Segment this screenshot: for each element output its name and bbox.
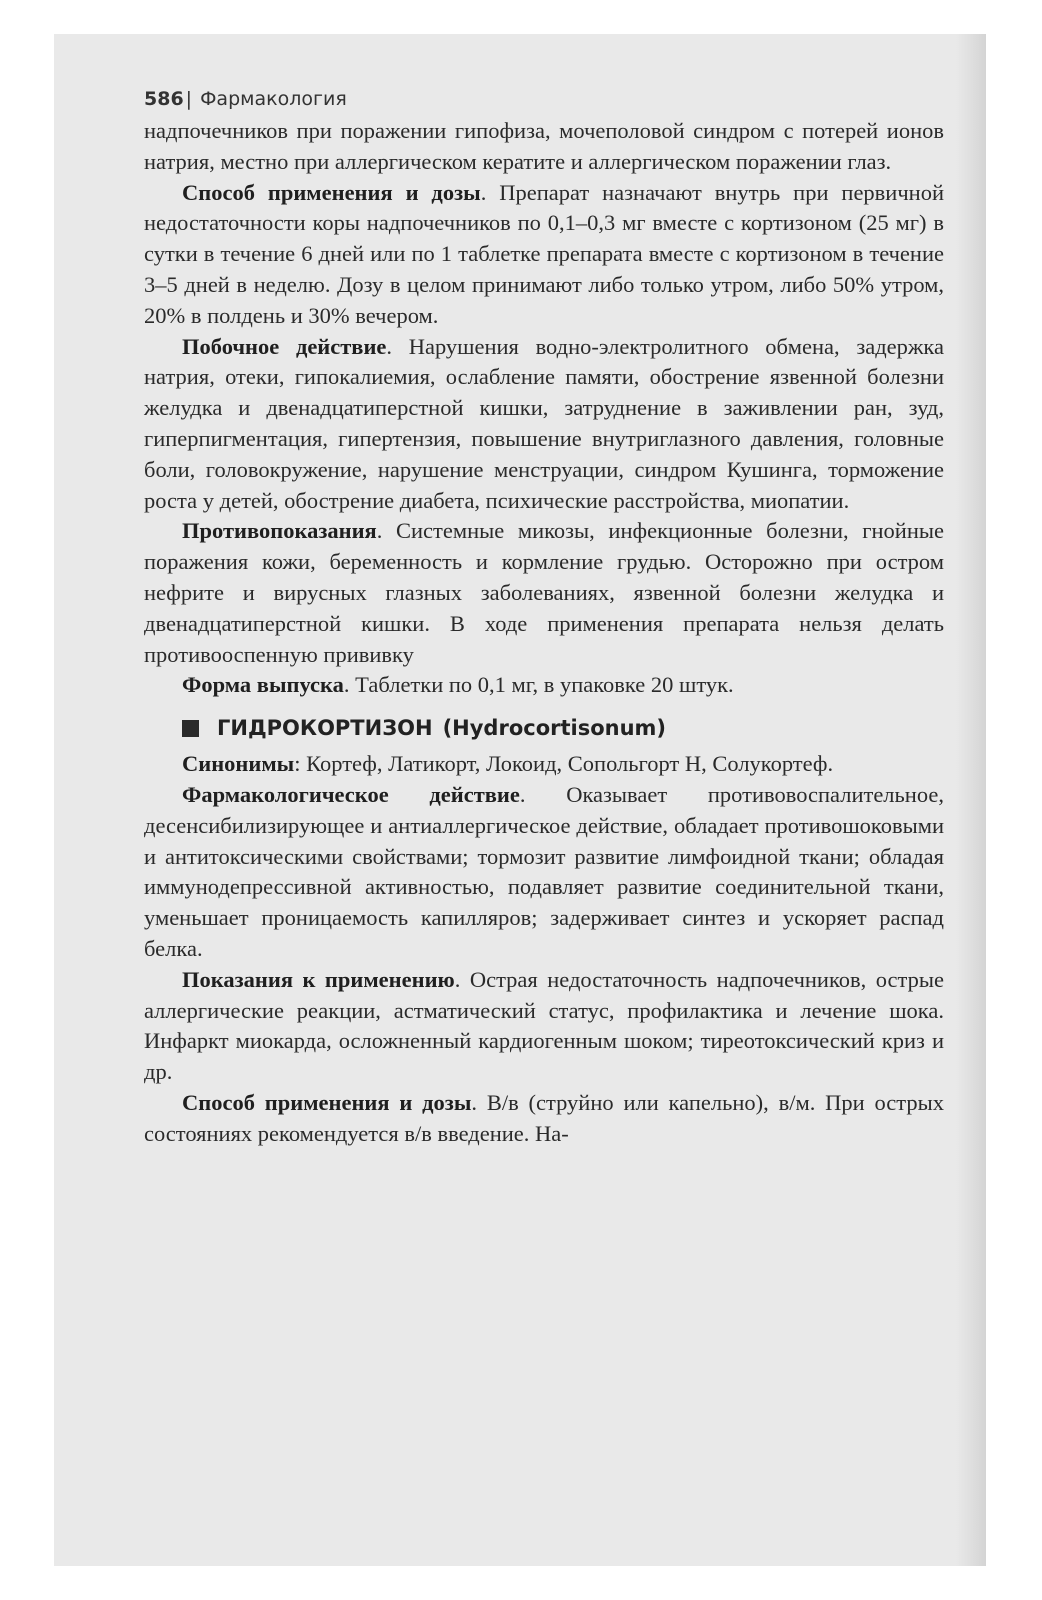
synonyms-text: : Кортеф, Латикорт, Локоид, Сопольгорт Н, Солукортеф.	[294, 751, 834, 777]
contraindications-text: . Системные микозы, инфекционные болезни, гнойные поражения кожи, беременность и кормление грудью. Осторожно при остром нефрите и вирусных глазных заболеваниях, язвенной болезни желудка и двенадцатиперстной кишки. В ходе применения препарата нельзя делать противооспенную прививку	[144, 518, 944, 667]
square-bullet-icon	[182, 720, 199, 737]
term-pharmacology: Фармакологическое действие	[182, 781, 520, 807]
running-head-title: Фармакология	[200, 88, 347, 110]
drug-name: ГИДРОКОРТИЗОН	[217, 716, 433, 741]
side-effects-text: . Нарушения водно-электролитного обмена, задержка натрия, отеки, гипокалиемия, ослабление памяти, обострение язвенной болезни желудка и двенадцатиперстной кишки, затруднение в заживлении ран, зуд, гиперпигментация, гипертензия, повышение внутриглазного давления, головные боли, головокружение, нарушение менструации, синдром Кушинга, торможение роста у детей, обострение диабета, психические расстройства, миопатии.	[144, 333, 945, 513]
dosage-text: . Препарат назначают внутрь при первичной недостаточности коры надпочечников по 0,1–0,3 мг вместе с кортизоном (25 мг) в сутки в течение 6 дней или по 1 таблетке препарата вместе с кортизоном в течение 3–5 дней в неделю. Дозу в целом принимают либо только утром, либо 50% утром, 20% в полдень и 30% вечером.	[144, 179, 944, 328]
paragraph-dosage-2	[144, 1088, 944, 1150]
term-side-effects: Побочное действие	[182, 333, 387, 359]
dosage-2-text: . В/в (струйно или капельно), в/м. При острых состояниях рекомендуется в/в введение. На-	[144, 1089, 944, 1146]
term-dosage: Способ применения и дозы	[182, 179, 481, 205]
scanned-page	[54, 34, 986, 1566]
term-synonyms: Синонимы	[182, 751, 295, 777]
running-head-separator: |	[185, 88, 193, 110]
drug-latin-name: (Hydrocortisonum)	[442, 716, 667, 741]
paragraph-continuation	[144, 116, 944, 178]
term-indications: Показания к применению	[182, 966, 455, 992]
page-number: 586	[144, 88, 184, 110]
paragraph-indications	[144, 965, 944, 1088]
paragraph-synonyms	[144, 749, 944, 780]
term-contraindications: Противопоказания	[182, 518, 377, 544]
term-dosage-2: Способ применения и дозы	[182, 1089, 472, 1115]
term-form: Форма выпуска	[182, 672, 344, 698]
paragraph-dosage	[144, 178, 944, 332]
running-head	[144, 86, 944, 112]
paragraph-pharmacology	[144, 780, 944, 965]
page-text	[144, 86, 944, 1150]
paragraph-contraindications	[144, 516, 944, 670]
form-text: . Таблетки по 0,1 мг, в упаковке 20 штук.	[343, 672, 734, 698]
drug-heading	[182, 713, 944, 743]
paragraph-form	[144, 670, 944, 701]
paragraph-text: надпочечников при поражении гипофиза, мочеполовой синдром с потерей ионов натрия, местно при аллергическом кератите и аллергическом поражении глаз.	[144, 118, 944, 174]
paragraph-side-effects	[144, 332, 944, 517]
pharmacology-text: . Оказывает противовоспалительное, десенсибилизирующее и антиаллергическое действие, обладает противошоковыми и антитоксическими свойствами; тормозит развитие лимфоидной ткани; обладая иммунодепрессивной активностью, подавляет развитие соединительной ткани, уменьшает проницаемость капилляров; задерживает синтез и ускоряет распад белка.	[144, 781, 944, 961]
indications-text: . Острая недостаточность надпочечников, острые аллергические реакции, астматический статус, профилактика и лечение шока. Инфаркт миокарда, осложненный кардиогенным шоком; тиреотоксический криз и др.	[144, 966, 944, 1085]
